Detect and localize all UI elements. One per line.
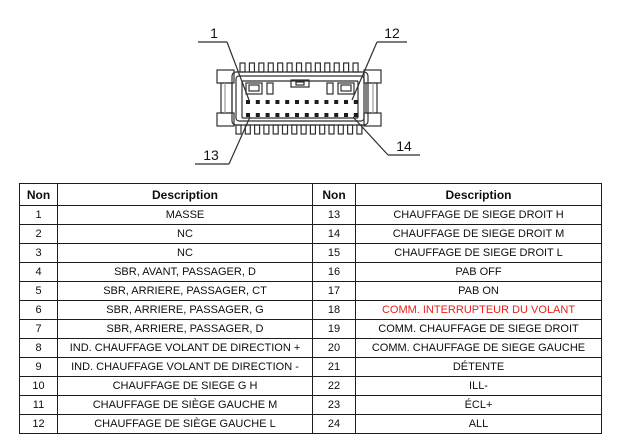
pin-number: 2 [20,225,58,244]
pin-number: 16 [313,263,356,282]
pin-number: 8 [20,339,58,358]
left-ear-bar [221,83,232,113]
pin-table [19,183,602,434]
pin-number: 9 [20,358,58,377]
pin-number: 17 [313,282,356,301]
key-right-inner [341,85,351,91]
pin-description: SBR, ARRIERE, PASSAGER, CT [58,282,313,301]
pin-number: 7 [20,320,58,339]
pin-description: MASSE [58,206,313,225]
table-row [20,301,602,320]
pin-number: 19 [313,320,356,339]
header-desc-right: Description [356,184,602,206]
pin-description: COMM. CHAUFFAGE DE SIEGE DROIT [356,320,602,339]
header-no-left: Non [20,184,58,206]
header-no-right: Non [313,184,356,206]
pin-description: CHAUFFAGE DE SIEGE DROIT H [356,206,602,225]
table-row [20,339,602,358]
table-row [20,377,602,396]
pin-number: 15 [313,244,356,263]
pin-number: 10 [20,377,58,396]
callout-label-14: 14 [396,138,412,154]
callout-13-leader [229,117,250,164]
pin-description: ILL- [356,377,602,396]
pin-description: NC [58,244,313,263]
key-left-inner [249,85,259,91]
table-row [20,415,602,434]
pin-number: 18 [313,301,356,320]
pin-description: ÉCL+ [356,396,602,415]
pin-number: 24 [313,415,356,434]
pin-description: SBR, ARRIERE, PASSAGER, D [58,320,313,339]
pin-description: CHAUFFAGE DE SIÈGE GAUCHE M [58,396,313,415]
pin-number: 13 [313,206,356,225]
pin-description-highlighted: COMM. INTERRUPTEUR DU VOLANT [356,301,602,320]
callout-14-leader [353,117,388,155]
connector-diagram [0,0,623,180]
pin-description: COMM. CHAUFFAGE DE SIEGE GAUCHE [356,339,602,358]
pin-description: CHAUFFAGE DE SIEGE G H [58,377,313,396]
table-row [20,206,602,225]
callout-label-13: 13 [203,147,219,163]
table-row [20,396,602,415]
callout-1-leader [227,42,249,100]
pin-number: 20 [313,339,356,358]
bottom-teeth-row [236,125,362,134]
table-row [20,244,602,263]
callout-label-1: 1 [210,25,218,41]
pin-description: SBR, AVANT, PASSAGER, D [58,263,313,282]
pin-number: 3 [20,244,58,263]
pin-description: NC [58,225,313,244]
pin-number: 4 [20,263,58,282]
table-row [20,358,602,377]
pin-description: SBR, ARRIERE, PASSAGER, G [58,301,313,320]
connector-drawing [0,0,623,180]
table-row [20,320,602,339]
key-left-slot [267,83,273,94]
pin-description: CHAUFFAGE DE SIEGE DROIT L [356,244,602,263]
pin-description: DÉTENTE [356,358,602,377]
key-right-slot [327,83,333,94]
pin-number: 22 [313,377,356,396]
pin-grid [246,100,358,117]
pin-number: 12 [20,415,58,434]
pin-description: PAB ON [356,282,602,301]
pin-description: IND. CHAUFFAGE VOLANT DE DIRECTION + [58,339,313,358]
table-row [20,282,602,301]
table-row [20,263,602,282]
pin-number: 14 [313,225,356,244]
header-desc-left: Description [58,184,313,206]
pin-number: 21 [313,358,356,377]
pin-number: 6 [20,301,58,320]
pin-number: 11 [20,396,58,415]
pin-description: CHAUFFAGE DE SIÈGE GAUCHE L [58,415,313,434]
pin-number: 5 [20,282,58,301]
pin-description: IND. CHAUFFAGE VOLANT DE DIRECTION - [58,358,313,377]
pin-description: PAB OFF [356,263,602,282]
key-center-inner [296,82,304,85]
pin-number: 1 [20,206,58,225]
table-row [20,225,602,244]
pin-number: 23 [313,396,356,415]
pin-description: CHAUFFAGE DE SIEGE DROIT M [356,225,602,244]
top-teeth-row [240,63,358,72]
callout-label-12: 12 [384,25,400,41]
pin-description: ALL [356,415,602,434]
right-ear-top-tab [364,70,381,83]
table-header-row [20,184,602,206]
